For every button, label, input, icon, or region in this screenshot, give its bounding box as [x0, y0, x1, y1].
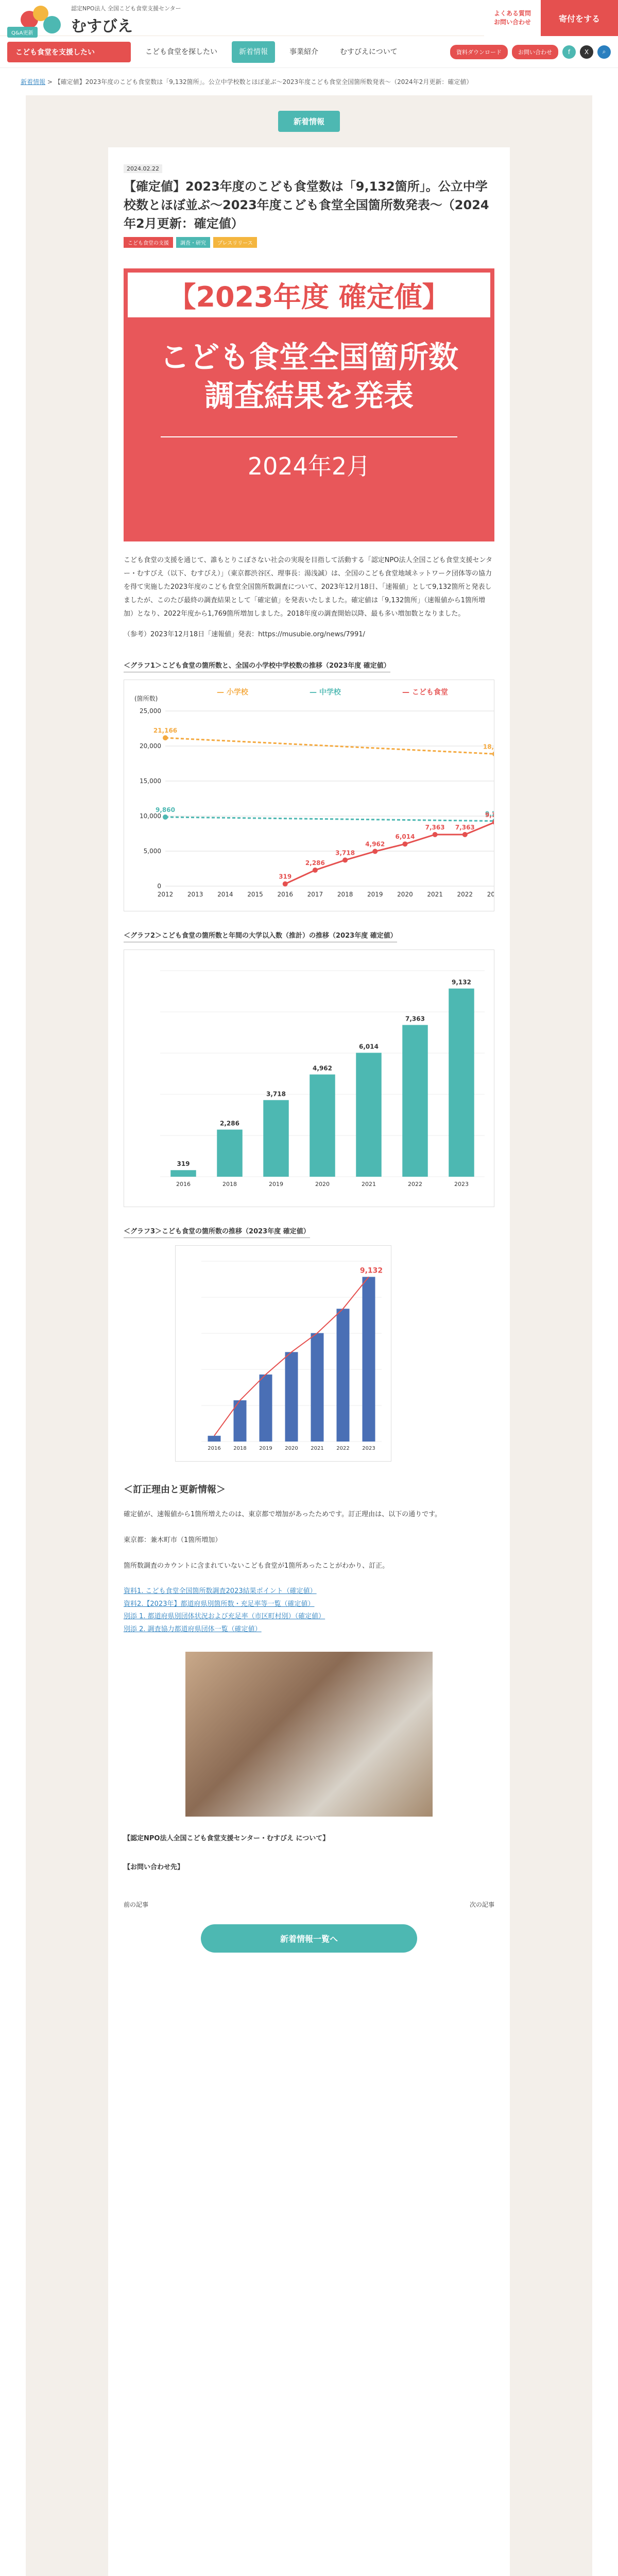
- hero-date: 2024年2月: [247, 452, 371, 480]
- correction-title: ＜訂正理由と更新情報＞: [124, 1484, 226, 1495]
- chart3-heading: ＜グラフ3＞こども食堂の箇所数の推移（2023年度 確定値）: [124, 1226, 310, 1238]
- contact-pill[interactable]: お問い合わせ: [512, 45, 558, 59]
- main-content: [26, 95, 592, 2576]
- x-tick-label: 2020: [285, 1446, 298, 1451]
- breadcrumb-current: 【確定値】2023年度のこども食堂数は「9,132箇所」。公立中学校数とほぼ並ぶ～2023年度こども食堂全国箇所数発表～（2024年2月更新：確定値）: [54, 78, 473, 86]
- data-point: [462, 832, 468, 837]
- data-label: 7,363: [425, 823, 445, 831]
- bar: [310, 1075, 335, 1177]
- x-tick-label: 2018: [222, 1181, 237, 1188]
- chart2: [124, 950, 494, 1207]
- main-nav: [0, 36, 618, 68]
- data-label: 9,860: [156, 806, 175, 814]
- bar-label: 6,014: [359, 1043, 379, 1050]
- chart3-svg: [176, 1246, 392, 1462]
- article: [108, 147, 510, 2576]
- data-label: 18,: [483, 743, 494, 751]
- x-tick-label: 2023: [362, 1446, 375, 1451]
- x-tick-label: 2018: [337, 891, 353, 898]
- bar: [337, 1309, 350, 1442]
- faq-link[interactable]: よくある質問 お問い合わせ: [484, 0, 541, 36]
- hero-main-line1: こども食堂全国箇所数: [159, 340, 458, 375]
- legend-こども食堂: — こども食堂: [402, 688, 448, 697]
- bar: [217, 1130, 243, 1177]
- intro-paragraph: こども食堂の支援を通じて、誰もとりこぼさない社会の実現を目指して活動する「認定NPO法人全国こども食堂支援センター・むすびえ（以下、むすびえ）」（東京都渋谷区、理事長：湯浅誠）は、全国のこども食堂地域ネットワーク団体等の協力を得て実施した2023年度のこども食堂全国箇所数調査について、2023年12月18日、「速報値」として9,132箇所と発表しましたが、このたび最終の調査結果として「確定値」を発表いたしました。確定値は「9,132箇所」（速報値から1箇所増加）となり、2022年度から1,769箇所増加しました。2018年度の調査開始以降、最も多い増加数となりました。: [124, 556, 493, 618]
- chart1: [124, 680, 494, 911]
- data-point: [402, 841, 407, 846]
- x-tick-label: 2022: [336, 1446, 350, 1451]
- x-tick-label: 2021: [427, 891, 443, 898]
- x-tick-label: 2016: [277, 891, 294, 898]
- bar: [311, 1333, 324, 1442]
- search-icon[interactable]: ⌕: [597, 45, 611, 59]
- chart1-svg: [124, 680, 494, 912]
- data-point: [283, 882, 288, 887]
- x-tick-label: 2013: [187, 891, 203, 898]
- data-label: 21,166: [153, 727, 178, 735]
- bar-label: 319: [177, 1160, 190, 1168]
- nav-news[interactable]: 新着情報: [232, 41, 275, 63]
- bar-label: 9,132: [359, 1266, 383, 1275]
- bar: [402, 1025, 428, 1177]
- x-tick-label: 20: [487, 891, 494, 898]
- logo-text: むすびえ: [71, 18, 133, 36]
- y-tick-label: 20,000: [140, 742, 161, 750]
- x-tick-label: 2015: [247, 891, 263, 898]
- breadcrumb-home[interactable]: 新着情報: [21, 78, 46, 86]
- data-point: [433, 832, 438, 837]
- tag[interactable]: 調査・研究: [176, 237, 210, 248]
- x-tick-label: 2018: [233, 1446, 247, 1451]
- chart2-svg: [124, 950, 494, 1208]
- about-title: 【認定NPO法人全国こども食堂支援センター・むすびえ について】: [124, 1834, 330, 1842]
- doc-link[interactable]: 別添 1. 都道府県別団体状況および充足率（市区町村別）（確定値）: [124, 1613, 325, 1621]
- contact-title: 【お問い合わせ先】: [124, 1863, 184, 1871]
- bar: [363, 1277, 375, 1442]
- data-point: [313, 868, 318, 873]
- x-tick-label: 2016: [208, 1446, 221, 1451]
- data-label: 319: [279, 873, 292, 880]
- x-tick-label: 2021: [362, 1181, 376, 1188]
- top-header: [0, 0, 618, 36]
- bar-label: 2,286: [220, 1120, 239, 1127]
- nav-about[interactable]: むすびえについて: [340, 47, 398, 56]
- hero-top-label: 【2023年度 確定値】: [124, 268, 494, 317]
- x-tick-label: 2022: [457, 891, 473, 898]
- x-tick-label: 2016: [176, 1181, 191, 1188]
- x-tick-label: 2019: [269, 1181, 283, 1188]
- data-label: 9,: [485, 810, 492, 818]
- x-tick-label: 2017: [307, 891, 323, 898]
- data-label: 6,014: [395, 833, 415, 841]
- bar: [208, 1436, 221, 1442]
- data-point: [163, 815, 168, 820]
- data-label: 2,286: [305, 859, 325, 867]
- x-tick-label: 2023: [454, 1181, 469, 1188]
- chart2-heading: ＜グラフ2＞こども食堂の箇所数と年間の大学以入数（推計）の推移（2023年度 確定値）: [124, 930, 397, 942]
- nav-support-button[interactable]: こども食堂を支援したい: [7, 42, 131, 62]
- x-tick-label: 2021: [311, 1446, 324, 1451]
- doc-link[interactable]: 資料1. こども食堂全国箇所数調査2023結果ポイント（確定値）: [124, 1587, 317, 1595]
- logo-subtitle: 認定NPO法人 全国こども食堂支援センター: [71, 5, 181, 12]
- bar: [260, 1375, 272, 1442]
- correction-body2: 箇所数調査のカウントに含まれていないこども食堂が1箇所あったことがわかり、訂正。: [124, 1562, 389, 1570]
- bar: [356, 1053, 382, 1177]
- bar: [263, 1100, 289, 1177]
- data-label: 9,: [485, 811, 492, 819]
- facebook-icon[interactable]: f: [562, 45, 576, 59]
- y-axis-label: (箇所数): [134, 695, 158, 702]
- series-line-こども食堂: [285, 822, 494, 884]
- prev-link[interactable]: 前の記事: [124, 1901, 149, 1908]
- data-label: 4,962: [365, 840, 385, 848]
- legend-小学校: — 小学校: [217, 688, 248, 697]
- y-tick-label: 10,000: [140, 812, 161, 820]
- qa-badge: Q&A更新: [7, 27, 38, 38]
- x-tick-label: 2019: [259, 1446, 272, 1451]
- article-date: 2024.02.22: [124, 164, 162, 173]
- x-tick-label: 2019: [367, 891, 383, 898]
- bar: [170, 1170, 196, 1177]
- data-label: 3,718: [335, 849, 355, 857]
- series-line-中学校: [165, 817, 494, 821]
- bar-label: 3,718: [266, 1090, 286, 1098]
- data-point: [163, 735, 168, 740]
- y-tick-label: 15,000: [140, 777, 161, 785]
- correction-body: 確定値が、速報値から1箇所増えたのは、東京都で増加があったためです。訂正理由は、以下の通りです。: [124, 1511, 442, 1518]
- reference-paragraph: （参考）2023年12月18日「速報値」発表：https://musubie.org/news/7991/: [124, 631, 365, 638]
- data-label: 7,363: [455, 823, 475, 831]
- logo[interactable]: [21, 4, 181, 36]
- article-title: 【確定値】2023年度のこども食堂数は「9,132箇所」。公立中学校数とほぼ並ぶ～2023年度こども食堂全国箇所数発表～（2024年2月更新：確定値）: [124, 179, 489, 231]
- x-tick-label: 2022: [408, 1181, 422, 1188]
- section-title: 新着情報: [278, 111, 340, 132]
- y-tick-label: 0: [157, 883, 161, 890]
- x-tick-label: 2014: [217, 891, 233, 898]
- data-point: [492, 751, 494, 756]
- bar: [449, 989, 474, 1177]
- data-point: [342, 857, 348, 862]
- x-icon[interactable]: X: [580, 45, 593, 59]
- bar-label: 9,132: [452, 978, 471, 986]
- download-pill[interactable]: 資料ダウンロード: [450, 45, 508, 59]
- tag[interactable]: プレスリリース: [213, 237, 257, 248]
- doc-link[interactable]: 資料2.【2023年】都道府県別箇所数・充足率等一覧（確定値）: [124, 1600, 315, 1608]
- bar-label: 7,363: [405, 1015, 425, 1023]
- x-tick-label: 2012: [157, 891, 174, 898]
- hero-image: [124, 268, 494, 541]
- y-tick-label: 25,000: [140, 707, 161, 715]
- legend-中学校: — 中学校: [310, 688, 341, 697]
- chart3: [175, 1245, 391, 1462]
- breadcrumb: 新着情報 > 【確定値】2023年度のこども食堂数は「9,132箇所」。公立中学校数とほぼ並ぶ～2023年度こども食堂全国箇所数発表～（2024年2月更新：確定値）: [21, 78, 473, 86]
- doc-link[interactable]: 別添 2. 調査協力都道府県団体一覧（確定値）: [124, 1625, 262, 1634]
- donate-button[interactable]: 寄付をする: [541, 0, 618, 36]
- next-link[interactable]: 次の記事: [469, 1901, 494, 1908]
- activity-photo: [185, 1652, 433, 1817]
- x-tick-label: 2020: [315, 1181, 330, 1188]
- data-point: [372, 849, 377, 854]
- bar: [285, 1352, 298, 1442]
- correction-item: 東京都：兼木町市（1箇所増加）: [124, 1536, 222, 1544]
- tag[interactable]: こども食堂の支援: [124, 237, 173, 248]
- news-list-button[interactable]: 新着情報一覧へ: [201, 1924, 417, 1953]
- chart1-heading: ＜グラフ1＞こども食堂の箇所数と、全国の小学校中学校数の推移（2023年度 確定値）: [124, 660, 390, 672]
- nav-projects[interactable]: 事業紹介: [289, 47, 318, 56]
- bar-label: 4,962: [313, 1064, 332, 1072]
- hero-main-line2: 調査結果を発表: [204, 378, 414, 414]
- y-tick-label: 5,000: [143, 848, 161, 855]
- nav-find[interactable]: こども食堂を探したい: [145, 47, 217, 56]
- x-tick-label: 2020: [397, 891, 413, 898]
